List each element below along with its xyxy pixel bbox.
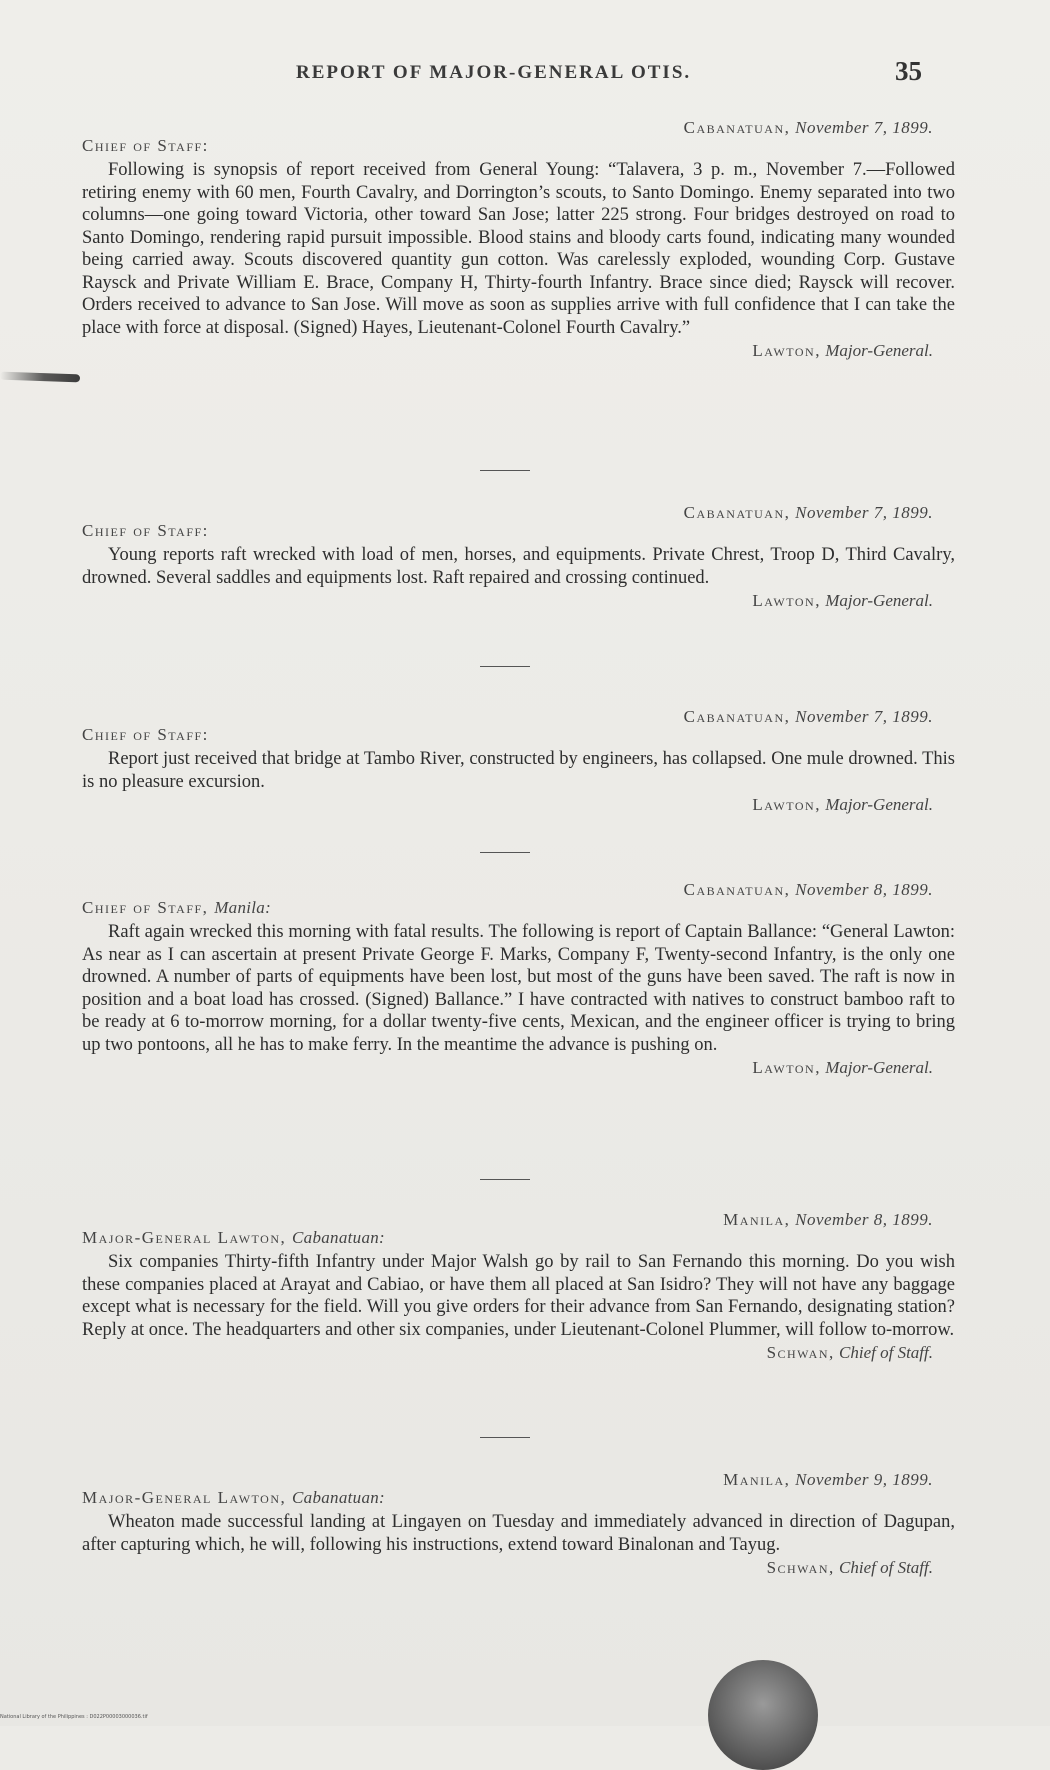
addressee-name: Major-General Lawton,: [82, 1228, 287, 1247]
signature-name: Lawton,: [752, 1058, 821, 1077]
signature-rank: Major-General.: [825, 1058, 933, 1077]
dateline-place: Cabanatuan,: [683, 503, 791, 522]
dateline: [82, 503, 955, 523]
dateline: [82, 118, 955, 138]
telegram-message: [82, 118, 955, 361]
signature: [82, 1558, 955, 1578]
section-divider: [480, 666, 530, 667]
dateline-date: November 7, 1899.: [795, 118, 933, 137]
signature-name: Lawton,: [752, 341, 821, 360]
dateline: [82, 707, 955, 727]
telegram-message: [82, 707, 955, 815]
section-divider: [480, 852, 530, 853]
section-divider: [480, 1437, 530, 1438]
addressee-location: Manila:: [214, 898, 272, 917]
addressee: [82, 725, 955, 745]
addressee-name: Chief of Staff:: [82, 521, 209, 540]
addressee: [82, 1488, 955, 1508]
dateline-place: Cabanatuan,: [683, 118, 791, 137]
signature-rank: Major-General.: [825, 795, 933, 814]
dateline-date: November 9, 1899.: [795, 1470, 933, 1489]
dateline: [82, 1210, 955, 1230]
signature: [82, 1343, 955, 1363]
message-body: Young reports raft wrecked with load of men, horses, and equipments. Private Chrest, Troop D, Third Cavalry, drowned. Several saddles and equipments lost. Raft repaired and crossing continued.: [82, 545, 955, 588]
signature-rank: Major-General.: [825, 591, 933, 610]
dateline-date: November 7, 1899.: [795, 707, 933, 726]
addressee-name: Chief of Staff:: [82, 725, 209, 744]
signature-rank: Major-General.: [825, 341, 933, 360]
section-divider: [480, 1179, 530, 1180]
dateline: [82, 880, 955, 900]
addressee: [82, 136, 955, 156]
dateline-place: Cabanatuan,: [683, 880, 791, 899]
signature-rank: Chief of Staff.: [839, 1343, 933, 1362]
running-header: [0, 58, 1050, 92]
signature-name: Lawton,: [752, 591, 821, 610]
dateline-place: Manila,: [723, 1470, 791, 1489]
telegram-message: [82, 1210, 955, 1363]
message-body: Wheaton made successful landing at Lingayen on Tuesday and immediately advanced in direction of Dagupan, after capturing which, he will, following his instructions, extend toward Binalonan and Tayug.: [82, 1512, 955, 1555]
page-number: 35: [895, 56, 922, 86]
scanner-thumb-shadow: [708, 1660, 818, 1770]
signature: [82, 1058, 955, 1078]
addressee-location: Cabanatuan:: [292, 1228, 386, 1247]
scan-smudge-mark: [0, 372, 80, 383]
addressee-name: Major-General Lawton,: [82, 1488, 287, 1507]
message-body: Raft again wrecked this morning with fatal results. The following is report of Captain Ballance: “General Lawton: As near as I can ascertain at present Private George F. Marks, Company F, Twenty-second Infantry, is the only one drowned. A number of parts of equipments have been lost, but most of the guns have been saved. The raft is now in position and a boat load has crossed. (Signed) Ballance.” I have contracted with natives to construct bamboo raft to be ready at 6 to-morrow morning, for a dollar twenty-five cents, Mexican, and the engineer officer is trying to bring up two pontoons, all he has to make ferry. In the meantime the advance is pushing on.: [82, 922, 955, 1055]
signature: [82, 591, 955, 611]
signature-name: Lawton,: [752, 795, 821, 814]
addressee-location: Cabanatuan:: [292, 1488, 386, 1507]
signature-name: Schwan,: [766, 1343, 835, 1362]
dateline-date: November 8, 1899.: [795, 1210, 933, 1229]
signature: [82, 341, 955, 361]
dateline-place: Cabanatuan,: [683, 707, 791, 726]
dateline-date: November 7, 1899.: [795, 503, 933, 522]
message-body: Six companies Thirty-fifth Infantry under Major Walsh go by rail to San Fernando this morning. Do you wish these companies placed at Arayat and Cabiao, or have them all placed at San Isidro? They will not have any baggage except what is necessary for the field. Will you give orders for their advance from San Fernando, designating station? Reply at once. The headquarters and other six companies, under Lieutenant-Colonel Plummer, will follow to-morrow.: [82, 1252, 955, 1340]
addressee: [82, 521, 955, 541]
signature-name: Schwan,: [766, 1558, 835, 1577]
telegram-message: [82, 503, 955, 611]
message-body: Report just received that bridge at Tambo River, constructed by engineers, has collapsed. One mule drowned. This is no pleasure excursion.: [82, 749, 955, 792]
addressee-name: Chief of Staff:: [82, 136, 209, 155]
running-title: REPORT OF MAJOR-GENERAL OTIS.: [296, 62, 692, 83]
signature: [82, 795, 955, 815]
section-divider: [480, 470, 530, 471]
signature-rank: Chief of Staff.: [839, 1558, 933, 1577]
telegram-message: [82, 1470, 955, 1578]
dateline-date: November 8, 1899.: [795, 880, 933, 899]
dateline: [82, 1470, 955, 1490]
addressee: [82, 898, 955, 918]
scan-credit: National Library of the Philippines : D022P00003000036.tif: [0, 1714, 148, 1720]
dateline-place: Manila,: [723, 1210, 791, 1229]
addressee: [82, 1228, 955, 1248]
message-body: Following is synopsis of report received from General Young: “Talavera, 3 p. m., November 7.—Followed retiring enemy with 60 men, Fourth Cavalry, and Dorrington’s scouts, to Santo Domingo. Enemy separated into two columns—one going toward Victoria, other toward San Jose; latter 225 strong. Four bridges destroyed on road to Santo Domingo, rendering rapid pursuit impossible. Blood stains and bloody carts found, indicating many wounded being carried away. Scouts discovered quantity gun cotton. Was carelessly exploded, wounding Corp. Gustave Raysck and Private William E. Brace, Company H, Thirty-fourth Infantry. Brace since died; Raysck will recover. Orders received to advance to San Jose. Will move as soon as supplies arrive with full confidence that I can take the place with force at disposal. (Signed) Hayes, Lieutenant-Colonel Fourth Cavalry.”: [82, 160, 955, 338]
telegram-message: [82, 880, 955, 1078]
addressee-name: Chief of Staff,: [82, 898, 209, 917]
